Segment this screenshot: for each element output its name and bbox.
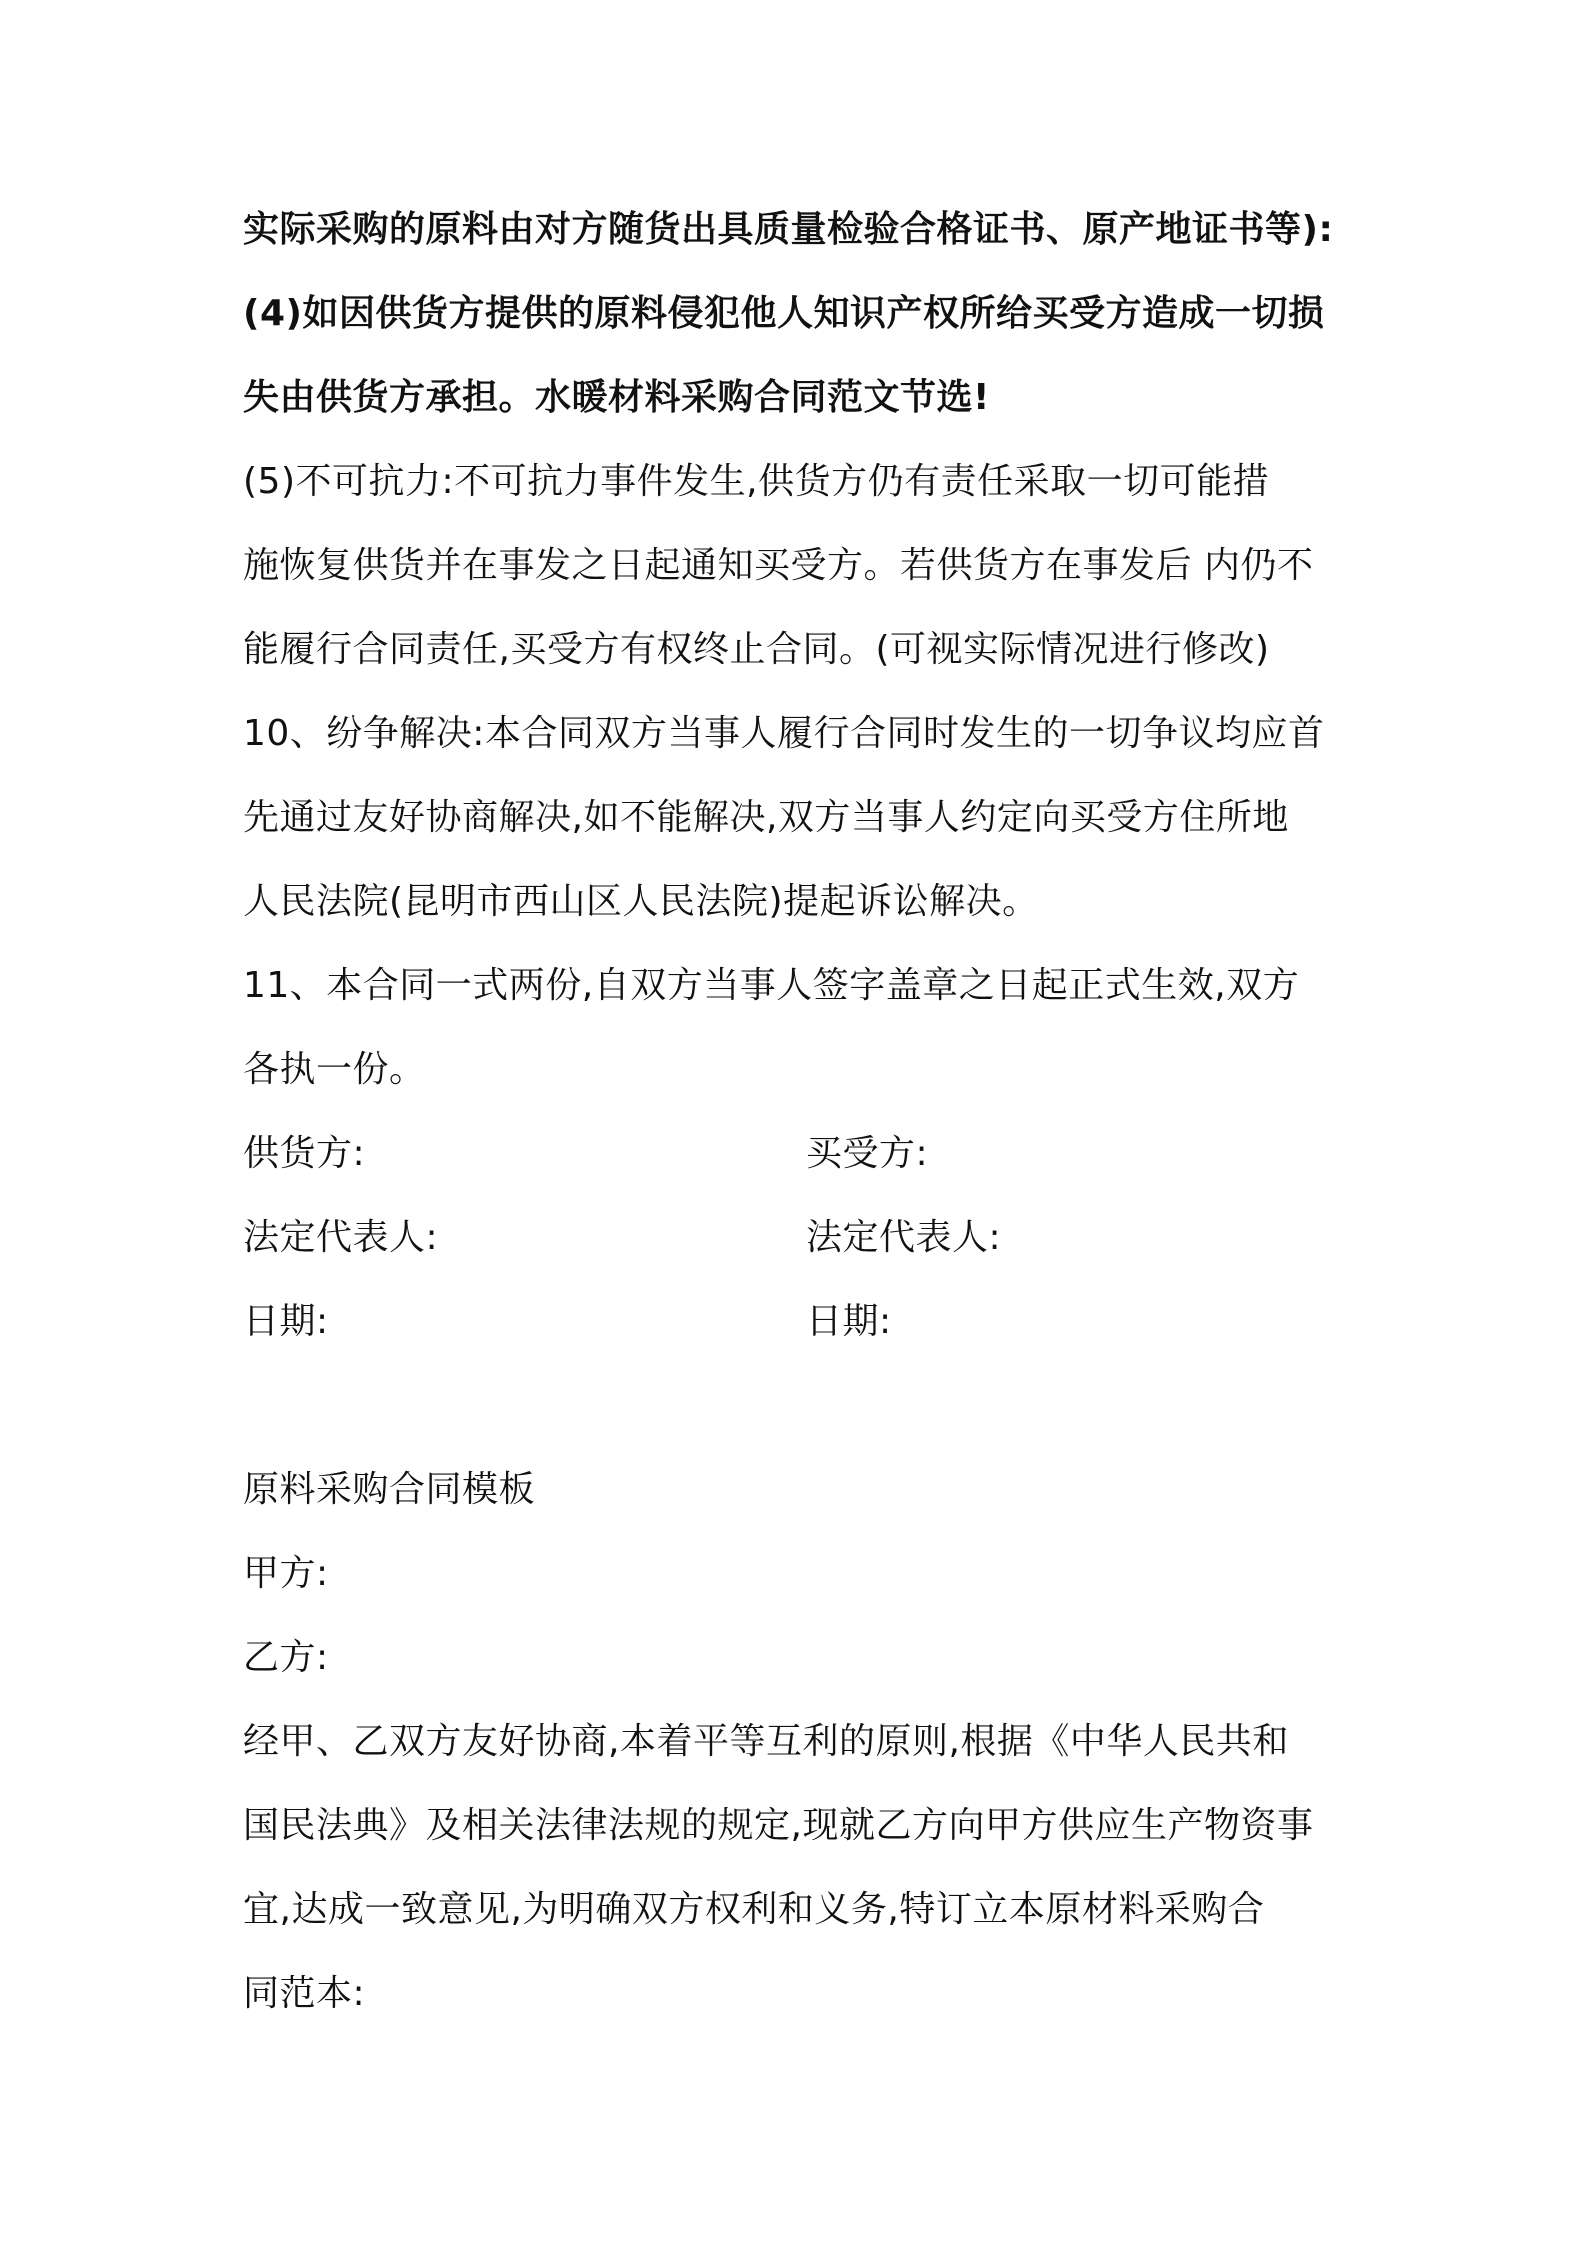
paragraph-line-9: 人民法院(昆明市西山区人民法院)提起诉讼解决。 [243, 881, 1039, 922]
supplier-rep-label: 法定代表人: [243, 1217, 439, 1258]
paragraph-line-5: 施恢复供货并在事发之日起通知买受方。若供货方在事发后 内仍不 [243, 545, 1314, 586]
intro-line-3: 宜,达成一致意见,为明确双方权利和义务,特订立本原材料采购合 [243, 1889, 1265, 1930]
supplier-label: 供货方: [243, 1133, 366, 1174]
paragraph-line-11: 各执一份。 [243, 1049, 426, 1090]
intro-line-1: 经甲、乙双方友好协商,本着平等互利的原则,根据《中华人民共和 [243, 1721, 1289, 1762]
intro-line-2: 国民法典》及相关法律法规的规定,现就乙方向甲方供应生产物资事 [243, 1805, 1314, 1846]
buyer-date-label: 日期: [806, 1301, 892, 1342]
buyer-rep-label: 法定代表人: [806, 1217, 1002, 1258]
party-b-label: 乙方: [243, 1637, 329, 1678]
paragraph-line-3: 失由供货方承担。水暖材料采购合同范文节选! [243, 377, 990, 418]
paragraph-line-4: (5)不可抗力:不可抗力事件发生,供货方仍有责任采取一切可能措 [243, 461, 1270, 502]
template-title: 原料采购合同模板 [243, 1469, 536, 1510]
supplier-date-label: 日期: [243, 1301, 329, 1342]
intro-line-4: 同范本: [243, 1973, 366, 2014]
paragraph-line-1: 实际采购的原料由对方随货出具质量检验合格证书、原产地证书等): [243, 209, 1334, 250]
paragraph-line-8: 先通过友好协商解决,如不能解决,双方当事人约定向买受方住所地 [243, 797, 1289, 838]
buyer-label: 买受方: [806, 1133, 929, 1174]
paragraph-line-10: 11、本合同一式两份,自双方当事人签字盖章之日起正式生效,双方 [243, 965, 1300, 1006]
paragraph-line-6: 能履行合同责任,买受方有权终止合同。(可视实际情况进行修改) [243, 629, 1270, 670]
party-a-label: 甲方: [243, 1553, 329, 1594]
paragraph-line-7: 10、纷争解决:本合同双方当事人履行合同时发生的一切争议均应首 [243, 713, 1325, 754]
paragraph-line-2: (4)如因供货方提供的原料侵犯他人知识产权所给买受方造成一切损 [243, 293, 1325, 334]
